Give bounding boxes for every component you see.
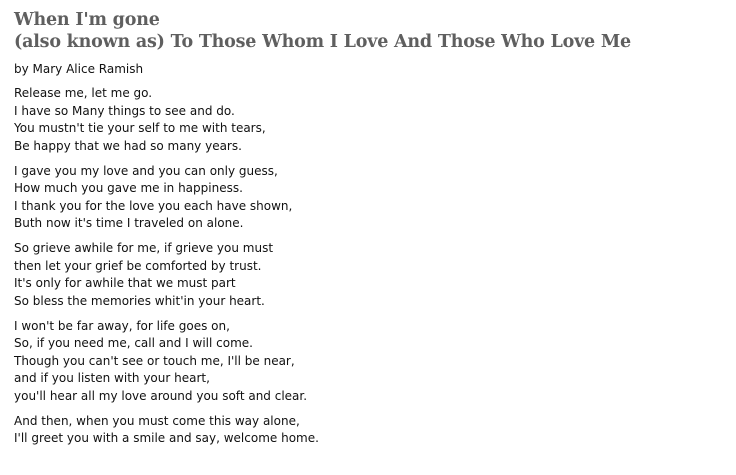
poem-line: I thank you for the love you each have shown, <box>14 198 293 213</box>
poem-line: How much you gave me in happiness. <box>14 181 243 195</box>
poem-line: then let your grief be comforted by trust. <box>14 258 262 273</box>
stanza-1 <box>14 85 726 155</box>
poem-line: You mustn't tie your self to me with tears, <box>14 121 266 135</box>
poem-line: And then, when you must come this way alone, <box>14 413 300 428</box>
poem-title <box>14 9 726 53</box>
poem-line: I have so Many things to see and do. <box>14 103 235 118</box>
poem-line: I gave you my love and you can only guess, <box>14 163 278 178</box>
poem-line: So grieve awhile for me, if grieve you must <box>14 241 274 255</box>
poem-line: It's only for awhile that we must part <box>14 276 236 290</box>
poem-line: Though you can't see or touch me, I'll be near, <box>14 353 295 368</box>
poem-line: I won't be far away, for life goes on, <box>14 318 230 333</box>
poem-line: I'll greet you with a smile and say, welcome home. <box>14 431 319 445</box>
stanza-5 <box>14 413 726 448</box>
poem-title-line-2: (also known as) To Those Whom I Love And Those Who Love Me <box>14 32 631 52</box>
poem-line: and if you listen with your heart, <box>14 371 210 385</box>
poem-line: Buth now it's time I traveled on alone. <box>14 216 244 230</box>
poem-line: you'll hear all my love around you soft and clear. <box>14 388 308 403</box>
poem-title-line-1: When I'm gone <box>14 10 160 30</box>
poem-page <box>14 9 726 455</box>
stanza-3 <box>14 240 726 310</box>
poem-line: So bless the memories whit'in your heart. <box>14 293 265 308</box>
stanza-4 <box>14 318 726 406</box>
stanza-2 <box>14 163 726 233</box>
poem-line: Be happy that we had so many years. <box>14 138 242 153</box>
poem-line: So, if you need me, call and I will come. <box>14 336 253 350</box>
poem-byline: by Mary Alice Ramish <box>14 62 144 76</box>
poem-line: Release me, let me go. <box>14 86 153 100</box>
